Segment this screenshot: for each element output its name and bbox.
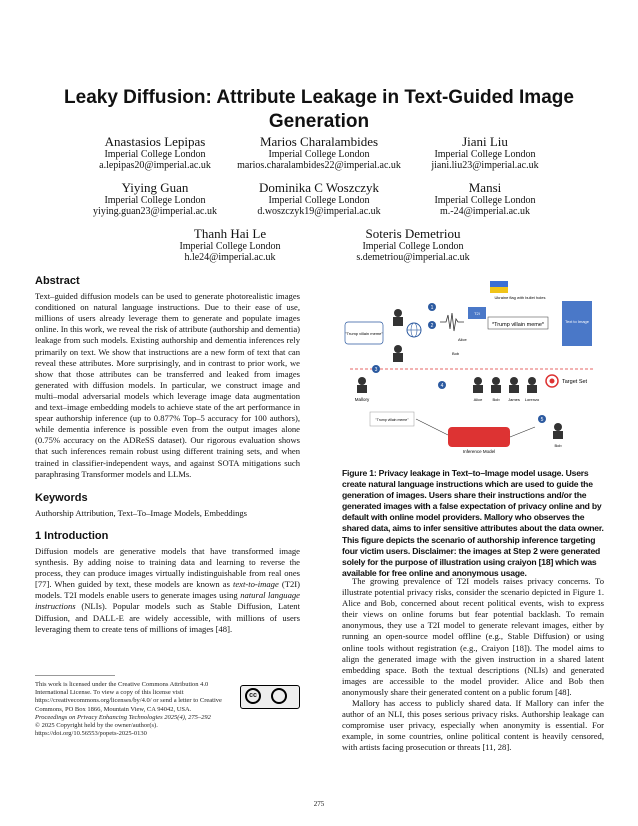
author-affiliation: Imperial College London bbox=[179, 241, 281, 252]
alice-body-icon bbox=[393, 317, 403, 326]
author-affiliation: Imperial College London bbox=[104, 195, 206, 206]
trump-small-label: "Trump villain meme" bbox=[345, 331, 383, 336]
mallory-avatar-icon bbox=[358, 377, 366, 385]
author-6 bbox=[390, 180, 580, 217]
author-email[interactable]: m.-24@imperial.ac.uk bbox=[439, 206, 530, 217]
author-affiliation: Imperial College London bbox=[434, 195, 536, 206]
abstract-text: Text–guided diffusion models can be used to generate photorealistic images conditioned on natural language instructions. Due to their ease of use, millions of users already leverage them to generate and populate images online. In this work, we reveal the risk of attribute (authorship and dementia) leakage from such models. Existing authorship and dementia inferences rely primarily on text. We show that instructions are a new form of text that can reveal these attributes. More surprisingly, and in contrast to prior work, we show that those attributes can be transferred and leaked from images generated with diffusion models. In particular, we construct image and multi–modal adversarial models which leverage image data augmentation and text–image embedding models to achieve state of the art performance in spear authorship inference (up to 0.877% Top–5 accuracy for 100 authors), while dementia inference is possible even from the output images alone (0.75% accuracy on the ADReSS dataset). Our rigorous evaluation shows that such inferences remain robust using different training sets, and when trained in classifier-independent ways, and against SOTA mitigations such paraphrasing Transformer models and LLMs. bbox=[35, 291, 300, 479]
alice-label: Alice bbox=[458, 337, 467, 342]
intro-text-b: (T2I) models. T2I models enable users to generate images using bbox=[35, 579, 301, 601]
inference-model-box bbox=[448, 427, 510, 447]
step-2-label: 2 bbox=[430, 323, 434, 329]
author-name: Yiying Guan bbox=[121, 180, 189, 195]
step-3-label: 3 bbox=[374, 367, 378, 373]
suspect-name-alice: Alice bbox=[473, 397, 483, 402]
author-4 bbox=[60, 180, 250, 217]
signal-wave-icon bbox=[440, 313, 464, 331]
author-affiliation: Imperial College London bbox=[268, 149, 370, 160]
footnote-divider bbox=[35, 675, 115, 676]
inference-model-label: Inference Model bbox=[462, 449, 496, 454]
bob-label: Bob bbox=[452, 351, 460, 356]
author-affiliation: Imperial College London bbox=[362, 241, 464, 252]
bob-body-icon bbox=[393, 353, 403, 362]
suspect-avatars bbox=[473, 377, 537, 393]
step-4-label: 4 bbox=[440, 383, 444, 389]
keywords-text: Authorship Attribution, Text–To–Image Models, Embeddings bbox=[35, 507, 248, 518]
paper-title: Leaky Diffusion: Attribute Leakage in Text-Guided Image Generation bbox=[64, 87, 574, 132]
suspect-name-lorenzo: Lorenzo bbox=[524, 397, 540, 402]
suspect-name-james: James bbox=[508, 397, 520, 402]
figure-1-diagram bbox=[340, 277, 605, 457]
author-name: Jiani Liu bbox=[462, 134, 508, 149]
alice-avatar-icon bbox=[394, 309, 402, 317]
page-number: 275 bbox=[313, 800, 325, 808]
mallory-nli-text: "Trump villain meme" bbox=[375, 418, 409, 422]
right-column bbox=[342, 576, 604, 754]
author-name: Anastasios Lepipas bbox=[104, 134, 206, 149]
introduction-paragraph bbox=[35, 546, 300, 635]
text-to-image-label: Text to Image bbox=[564, 319, 590, 324]
license-text: This work is licensed under the Creative Commons Attribution 4.0 International License. To view a copy of this license visit https://creativecommons.org/licenses/by/4.0/ or send a letter to Creative Commons, PO Box 1866, Mountain View, CA 94042, USA. bbox=[35, 681, 222, 713]
author-3 bbox=[390, 134, 580, 171]
author-email[interactable]: yiying.guan23@imperial.ac.uk bbox=[93, 206, 217, 217]
intro-em-t2i: text-to-image bbox=[232, 579, 279, 590]
author-email[interactable]: a.lepipas20@imperial.ac.uk bbox=[99, 160, 211, 171]
author-affiliation: Imperial College London bbox=[104, 149, 206, 160]
identified-bob-icon bbox=[554, 423, 562, 431]
author-8 bbox=[318, 226, 508, 263]
author-email[interactable]: marios.charalambides22@imperial.ac.uk bbox=[237, 160, 401, 171]
author-email[interactable]: s.demetriou@imperial.ac.uk bbox=[356, 252, 470, 263]
abstract-heading: Abstract bbox=[35, 275, 80, 287]
proceedings-text: Proceedings on Privacy Enhancing Technologies 2025(4), 275–292 bbox=[35, 713, 211, 721]
t2i-label: T2I bbox=[474, 311, 480, 316]
keywords-heading: Keywords bbox=[35, 491, 88, 504]
author-affiliation: Imperial College London bbox=[434, 149, 536, 160]
step-5-label: 5 bbox=[540, 417, 544, 423]
ukraine-flag-image bbox=[490, 281, 508, 287]
suspect-name-bob: Bob bbox=[492, 397, 500, 402]
person-icon bbox=[271, 688, 287, 704]
mallory-label: Mallory bbox=[354, 397, 370, 402]
author-email[interactable]: d.woszczyk19@imperial.ac.uk bbox=[257, 206, 381, 217]
author-name: Marios Charalambides bbox=[259, 134, 379, 149]
author-affiliation: Imperial College London bbox=[268, 195, 370, 206]
ukraine-caption: Ukraine flag with bullet holes bbox=[494, 295, 546, 300]
author-email[interactable]: jiani.liu23@imperial.ac.uk bbox=[431, 160, 539, 171]
author-7 bbox=[135, 226, 325, 263]
right-paragraph-2: Mallory has access to publicly shared data. If Mallory can infer the author of an NLI, this poses serious privacy risks. Authorship leakage can compromise user privacy, especially when anonymity is essential. For example, in some countries, online political content is heavily censored, with artists facing prosecution or threats [11, 28]. bbox=[342, 698, 604, 753]
intro-text-a: Diffusion models are generative models that have transformed image synthesis. By adding noise to training data and learning to reverse the process, they can produce images virtually indistinguishable from real ones [77]. When guided by text, these models are known as bbox=[35, 545, 300, 590]
step-1-label: 1 bbox=[430, 305, 434, 311]
figure-caption: Figure 1: Privacy leakage in Text–to–Image model usage. Users create natural language instructions which are used to guide the generation of images. Users share their instructions and/or the generated images with a false expectation of privacy online and by default with online model providers. Mallory who observes the shared data, aims to infer sensitive attributes about the data owner. This figure depicts the scenario of authorship inference targeting four victim users. Disclaimer: the images at Step 2 were generated solely for the purpose of illustration using craiyon [18] which was available for free online and anonymous usage. bbox=[342, 468, 604, 578]
author-name: Mansi bbox=[468, 180, 502, 195]
author-5 bbox=[224, 180, 414, 217]
identified-bob-label: Bob bbox=[554, 443, 562, 448]
author-name: Dominika C Woszczyk bbox=[258, 180, 380, 195]
author-name: Thanh Hai Le bbox=[193, 226, 267, 241]
author-2 bbox=[224, 134, 414, 171]
cc-by-badge bbox=[240, 685, 300, 709]
introduction-heading: 1 Introduction bbox=[35, 529, 109, 542]
trump-meme-label: *Trump villain meme* bbox=[491, 322, 545, 328]
left-column bbox=[35, 276, 300, 635]
intro-em-nli: natural language instructions bbox=[35, 590, 300, 612]
author-1 bbox=[60, 134, 250, 171]
bob-avatar-icon bbox=[394, 345, 402, 353]
author-name: Soteris Demetriou bbox=[365, 226, 461, 241]
intro-text-c: (NLIs). Popular models such as Stable Diffusion, Latent Diffusion, and DALL-E are widely accessible, with millions of users leveraging them to create tens of millions of images [48]. bbox=[35, 601, 300, 634]
license-footnote bbox=[35, 681, 300, 738]
author-email[interactable]: h.le24@imperial.ac.uk bbox=[184, 252, 276, 263]
target-set-label: Target Set bbox=[562, 379, 588, 385]
doi-link[interactable]: https://doi.org/10.56553/popets-2025-0130 bbox=[35, 730, 147, 738]
copyright-text: © 2025 Copyright held by the owner/author(s). bbox=[35, 722, 158, 730]
cc-icon: cc bbox=[245, 688, 261, 704]
figure-svg bbox=[340, 277, 605, 457]
right-paragraph-1: The growing prevalence of T2I models raises privacy concerns. To illustrate potential privacy risks, consider the scenario depicted in Figure 1. Alice and Bob, concerned about recent political events, wish to express their views on online forums but fear potential backlash. To remain anonymous, they use a T2I model to generate relevant images, either by running an open-source model offline (e.g., Stable Diffusion) or using online tools without registration (e.g., Craiyon [18]). The model aims to align the generated image with the given instruction in a shared latent embedding space. Both the textual descriptions (NLIs) and generated images are accessible to the model provider. Alice and Bob then anonymously share their generated content on a public forum [48]. bbox=[342, 576, 604, 697]
